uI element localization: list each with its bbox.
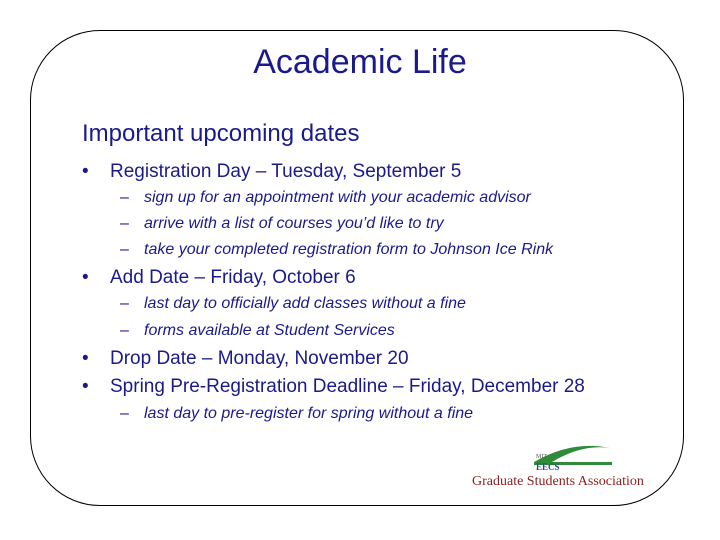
sub-item-text: arrive with a list of courses you’d like to try	[144, 215, 444, 232]
sub-item-text: forms available at Student Services	[144, 322, 395, 339]
logo-mit-text: MIT	[536, 454, 547, 460]
logo-eecs-text: EECS	[536, 462, 560, 472]
dash-icon: –	[120, 322, 129, 339]
bullet-icon: •	[82, 348, 89, 369]
bullet-icon: •	[82, 376, 89, 397]
dash-icon: –	[120, 189, 129, 206]
sub-item-text: last day to pre-register for spring without a fine	[144, 405, 474, 422]
sub-item-text: sign up for an appointment with your academic advisor	[144, 189, 531, 206]
sub-item-text: last day to officially add classes without a fine	[144, 295, 466, 312]
bullet-text: Drop Date – Monday, November 20	[110, 348, 409, 369]
dash-icon: –	[120, 295, 129, 312]
dash-icon: –	[120, 215, 129, 232]
logo-org-name: Graduate Students Association	[472, 474, 644, 489]
bullet-text: Registration Day – Tuesday, September 5	[110, 161, 462, 182]
gsa-logo	[472, 440, 652, 492]
slide-subtitle: Important upcoming dates	[82, 120, 360, 147]
sub-item-text: take your completed registration form to Johnson Ice Rink	[144, 241, 554, 258]
dash-icon: –	[120, 241, 129, 258]
logo-swoosh-icon	[472, 440, 652, 476]
bullet-icon: •	[82, 267, 89, 288]
bullet-text: Spring Pre-Registration Deadline – Friday, December 28	[110, 376, 585, 397]
bullet-icon: •	[82, 161, 89, 182]
bullet-text: Add Date – Friday, October 6	[110, 267, 356, 288]
dash-icon: –	[120, 405, 129, 422]
slide-title: Academic Life	[253, 43, 467, 81]
